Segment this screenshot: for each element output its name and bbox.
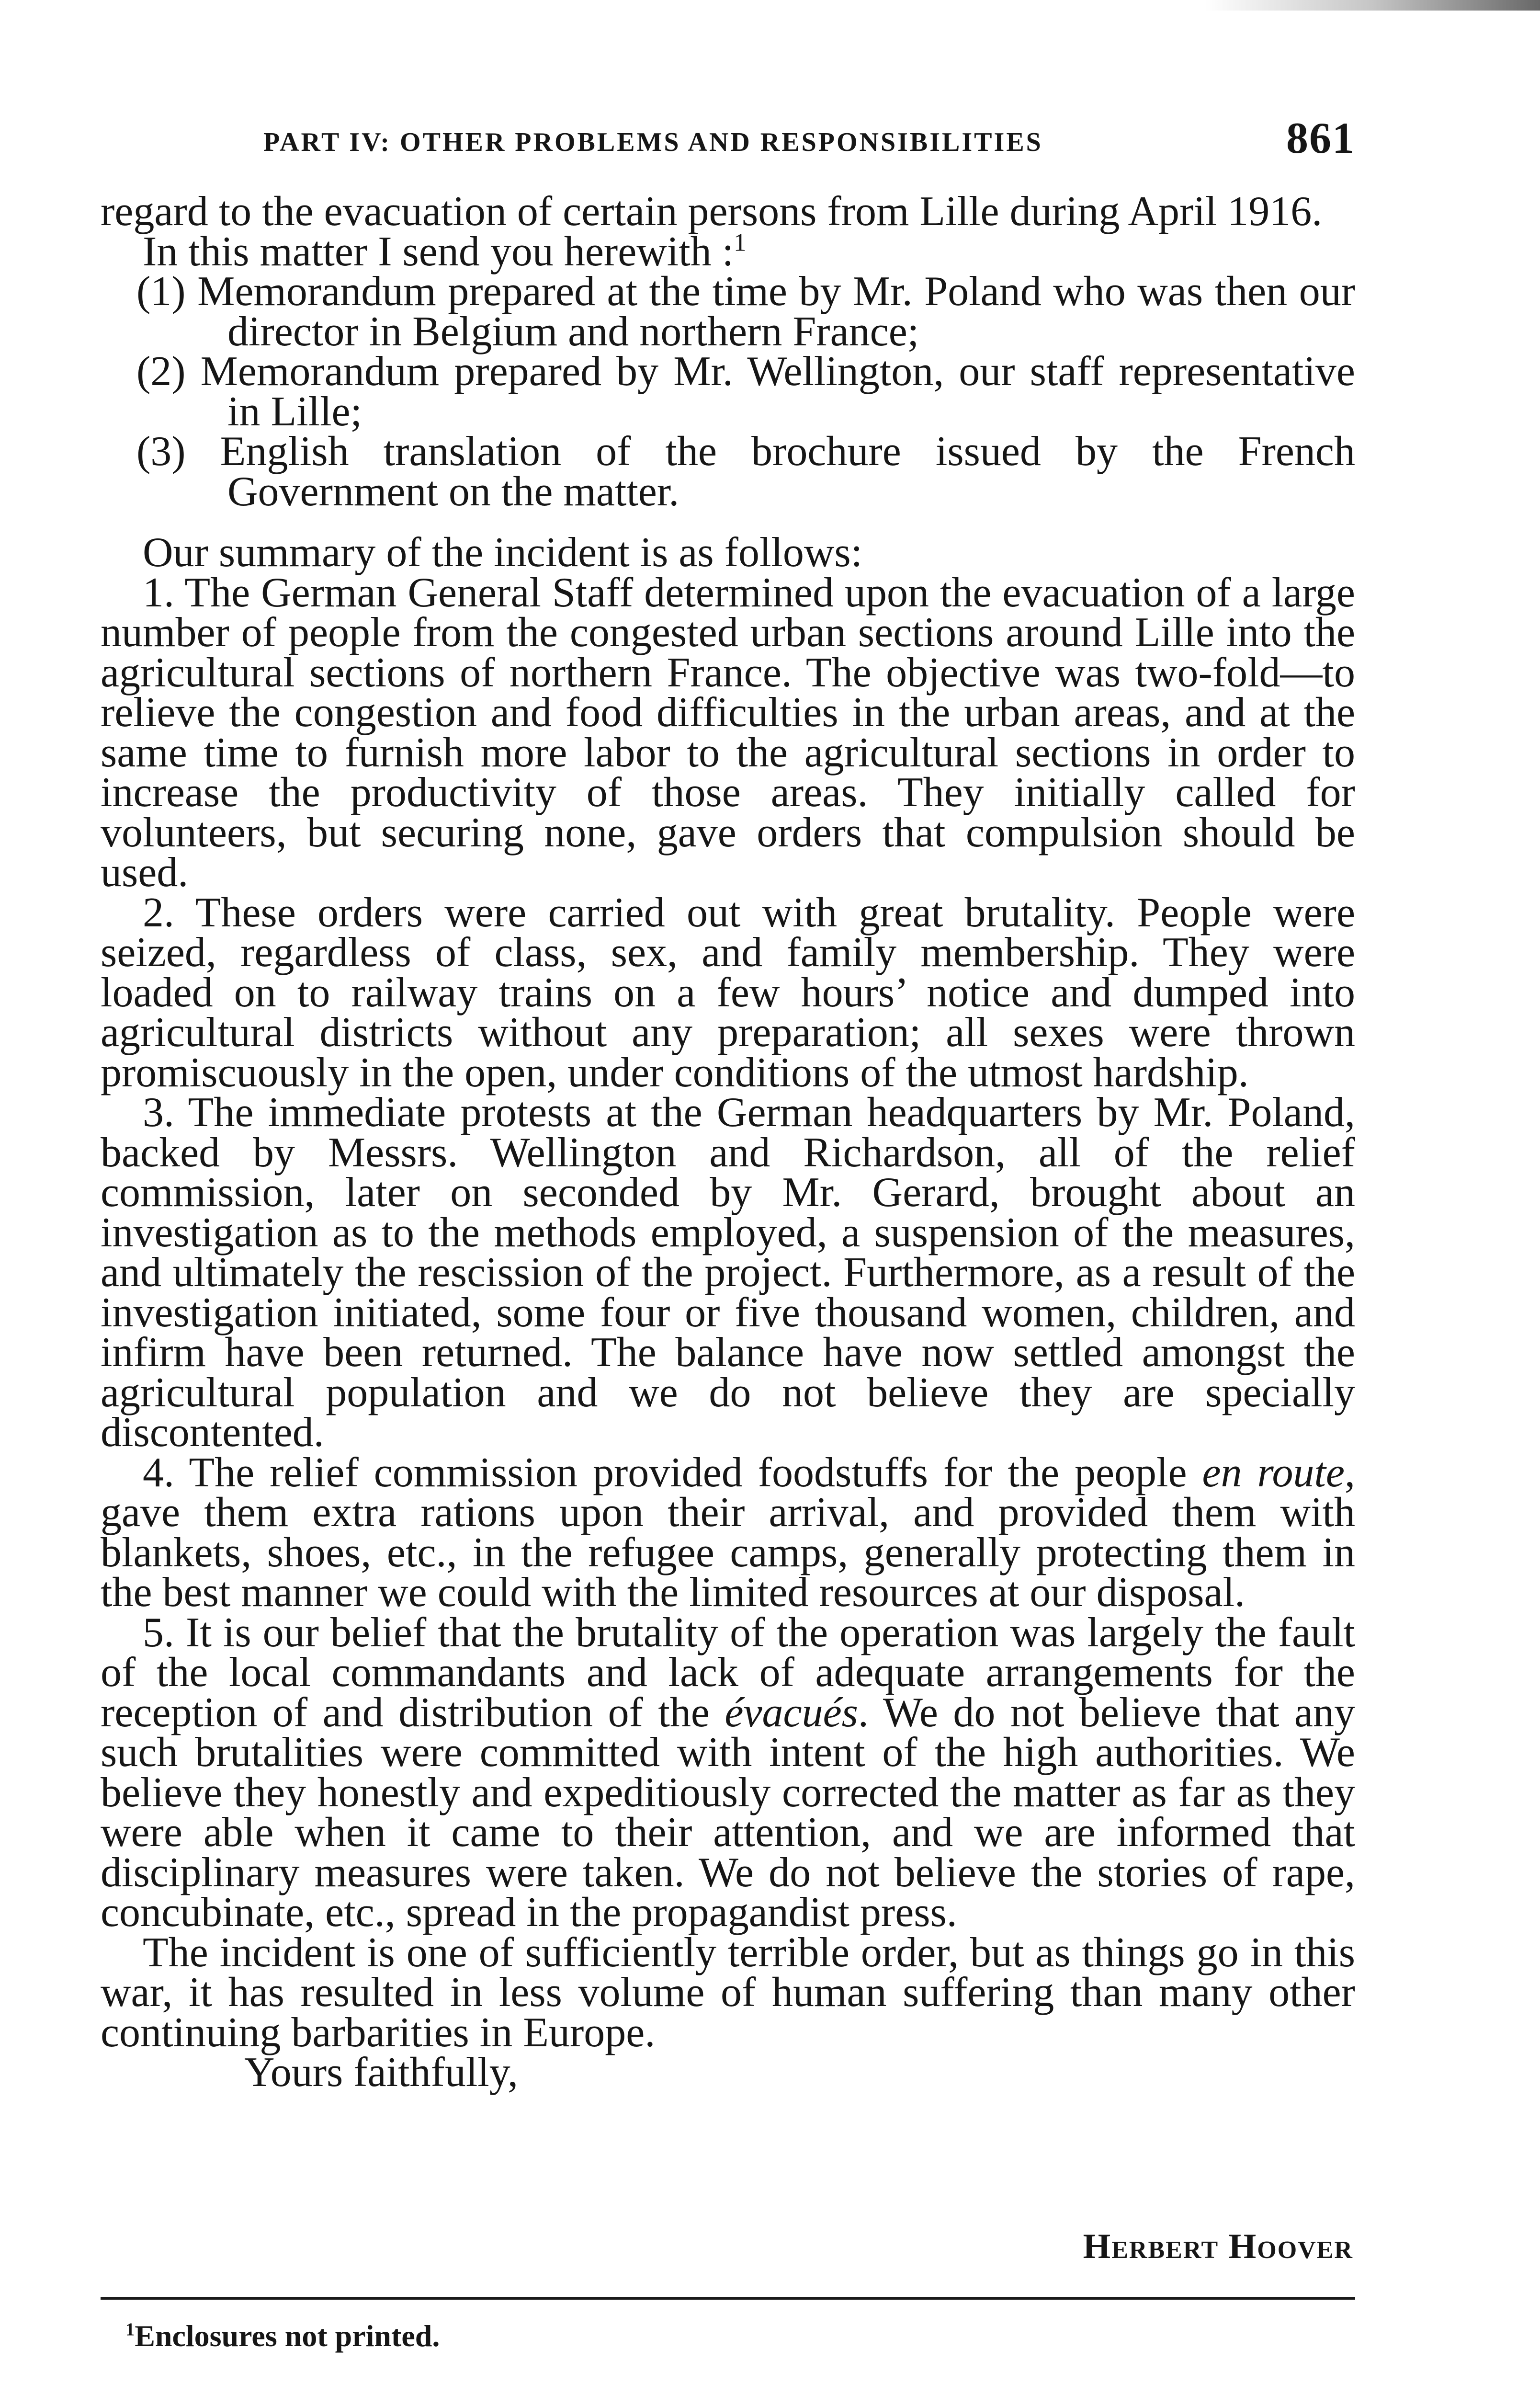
paragraph-5 [101,1609,1355,1936]
opening-line: regard to the evacuation of certain persons from Lille during April 1916. [101,188,1323,235]
signature: Herbert Hoover [1083,2227,1353,2266]
paragraph-4 [101,1449,1355,1616]
closing-salutation: Yours faithfully, [244,2049,519,2096]
footnote-ref: 1 [734,228,747,257]
paragraph-5-italic: évacués [725,1689,858,1736]
summary-intro: Our summary of the incident is as follows: [143,529,863,576]
paragraph-4-italic: en route [1202,1449,1345,1496]
conclusion-paragraph: The incident is one of sufficiently terrible order, but as things go in this war, it has resulted in less volume of human suffering than many other continuing barbarities in Europe. [101,1929,1355,2056]
enclosure-item-1: (1) Memorandum prepared at the time by Mr. Poland who was then our director in Belgium and northern France; [136,268,1355,355]
running-header [101,113,1355,180]
paragraph-4-part-a: 4. The relief commission provided foodstuffs for the people [143,1449,1202,1496]
enclosure-item-2: (2) Memorandum prepared by Mr. Wellington, our staff representative in Lille; [136,348,1355,435]
letter-body [101,188,1355,2096]
intro-text: In this matter I send you herewith : [143,228,734,275]
footnote-marker: 1 [125,2319,135,2340]
paragraph-1: 1. The German General Staff determined upon the evacuation of a large number of people from the congested urban sections around Lille into the agricultural sections of northern France. The objective was two-fold—to relieve the congestion and food difficulties in the urban areas, and at the same time to furnish more labor to the agricultural sections in order to increase the productivity of those areas. They initially called for volunteers, but securing none, gave orders that compulsion should be used. [101,569,1355,896]
footnote [125,2318,440,2354]
footnote-text: Enclosures not printed. [135,2319,440,2353]
paragraph-5-part-b: . We do not believe that any such brutalities were committed with intent of the high authorities. We believe they honestly and expeditiously corrected the matter as far as they were able when it came to their attention, and we are informed that disciplinary measures were taken. We do not believe the stories of rape, concubinate, etc., spread in the propagandist press. [101,1689,1355,1936]
enclosure-item-3: (3) English translation of the brochure issued by the French Government on the matter. [136,428,1355,515]
page-number: 861 [1286,114,1355,162]
paragraph-2: 2. These orders were carried out with great brutality. People were seized, regardless of class, sex, and family membership. They were loaded on to railway trains on a few hours’ notice and dumped into agricultural districts without any preparation; all sexes were thrown promiscuously in the open, under conditions of the utmost hardship. [101,889,1355,1096]
header-title: PART IV: OTHER PROBLEMS AND RESPONSIBILITIES [263,127,1043,157]
paragraph-3: 3. The immediate protests at the German headquarters by Mr. Poland, backed by Messrs. Wellington and Richardson, all of the relief commission, later on seconded by Mr. Gerard, brought about an investigation as to the methods employed, a suspension of the measures, and ultimately the rescission of the project. Furthermore, as a result of the investigation initiated, some four or five thousand women, children, and infirm have been returned. The balance have now settled amongst the agricultural population and we do not believe they are specially discontented. [101,1089,1355,1456]
scan-artifact [1205,0,1540,11]
paragraph-5-part-a: 5. It is our belief that the brutality of the operation was largely the fault of the local commandants and lack of adequate arrangements for the reception of and distribution of the [101,1609,1355,1736]
paragraph-4-part-b: , gave them extra rations upon their arrival, and provided them with blankets, shoes, etc., in the refugee camps, generally protecting them in the best manner we could with the limited resources at our disposal. [101,1449,1355,1616]
footnote-divider [101,2297,1355,2300]
intro-sentence [101,228,1355,275]
